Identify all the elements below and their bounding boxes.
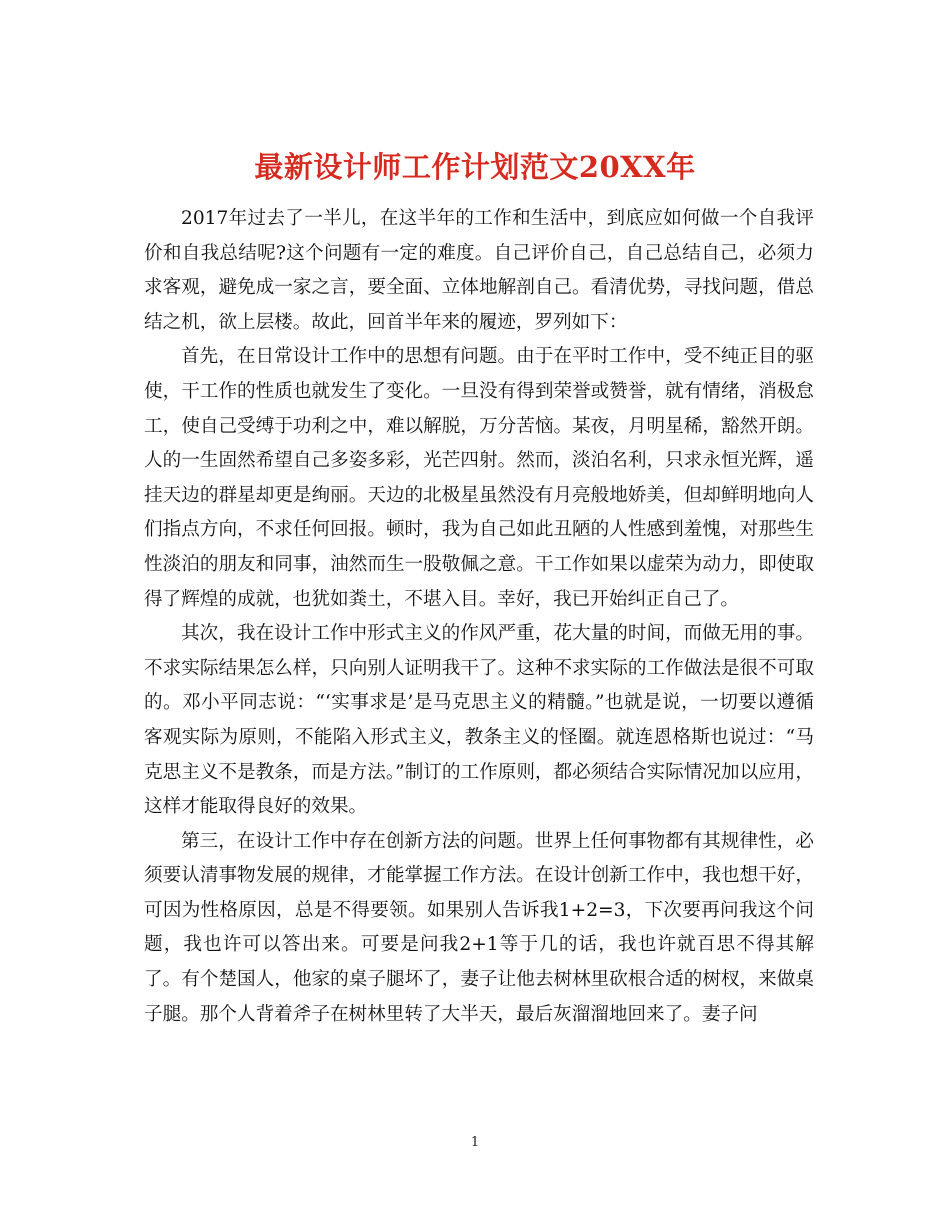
page-number: 1 — [470, 1135, 480, 1150]
paragraph-third-point: 第三，在设计工作中存在创新方法的问题。世界上任何事物都有其规律性，必须要认清事物发展的规律，才能掌握工作方法。在设计创新工作中，我也想干好，可因为性格原因，总是不得要领。如果别人告诉我1+2=3，下次要再问我这个问题，我也许可以答出来。可要是问我2+1等于几的话，我也许就百思不得其解了。有个楚国人，他家的桌子腿坏了，妻子让他去树林里砍根合适的树杈，来做桌子腿。那个人背着斧子在树林里转了大半天，最后灰溜溜地回来了。妻子问 — [144, 830, 814, 1025]
document-title: 最新设计师工作计划范文20XX年 — [254, 150, 696, 185]
paragraph-second-point: 其次，我在设计工作中形式主义的作风严重，花大量的时间，而做无用的事。不求实际结果怎么样，只向别人证明我干了。这种不求实际的工作做法是很不可取的。邓小平同志说：“‘实事求是’是马克思主义的精髓。”也就是说，一切要以遵循客观实际为原则，不能陷入形式主义，教条主义的怪圈。就连恩格斯也说过：“马克思主义不是教条，而是方法。”制订的工作原则，都必须结合实际情况加以应用，这样才能取得良好的效果。 — [144, 623, 814, 818]
paragraph-first-point: 首先，在日常设计工作中的思想有问题。由于在平时工作中，受不纯正目的驱使，干工作的性质也就发生了变化。一旦没有得到荣誉或赞誉，就有情绪，消极怠工，使自己受缚于功利之中，难以解脱，万分苦恼。某夜，月明星稀，豁然开朗。人的一生固然希望自己多姿多彩，光芒四射。然而，淡泊名利，只求永恒光辉，遥挂天边的群星却更是绚丽。天边的北极星虽然没有月亮般地娇美，但却鲜明地向人们指点方向，不求任何回报。顿时，我为自己如此丑陋的人性感到羞愧，对那些生性淡泊的朋友和同事，油然而生一股敬佩之意。干工作如果以虚荣为动力，即使取得了辉煌的成就，也犹如粪土，不堪入目。幸好，我已开始纠正自己了。 — [144, 346, 814, 610]
document-body — [144, 202, 814, 1032]
paragraph-intro: 2017年过去了一半儿，在这半年的工作和生活中，到底应如何做一个自我评价和自我总结呢?这个问题有一定的难度。自己评价自己，自己总结自己，必须力求客观，避免成一家之言，要全面、立体地解剖自己。看清优势，寻找问题，借总结之机，欲上层楼。故此，回首半年来的履迹，罗列如下： — [144, 208, 814, 333]
